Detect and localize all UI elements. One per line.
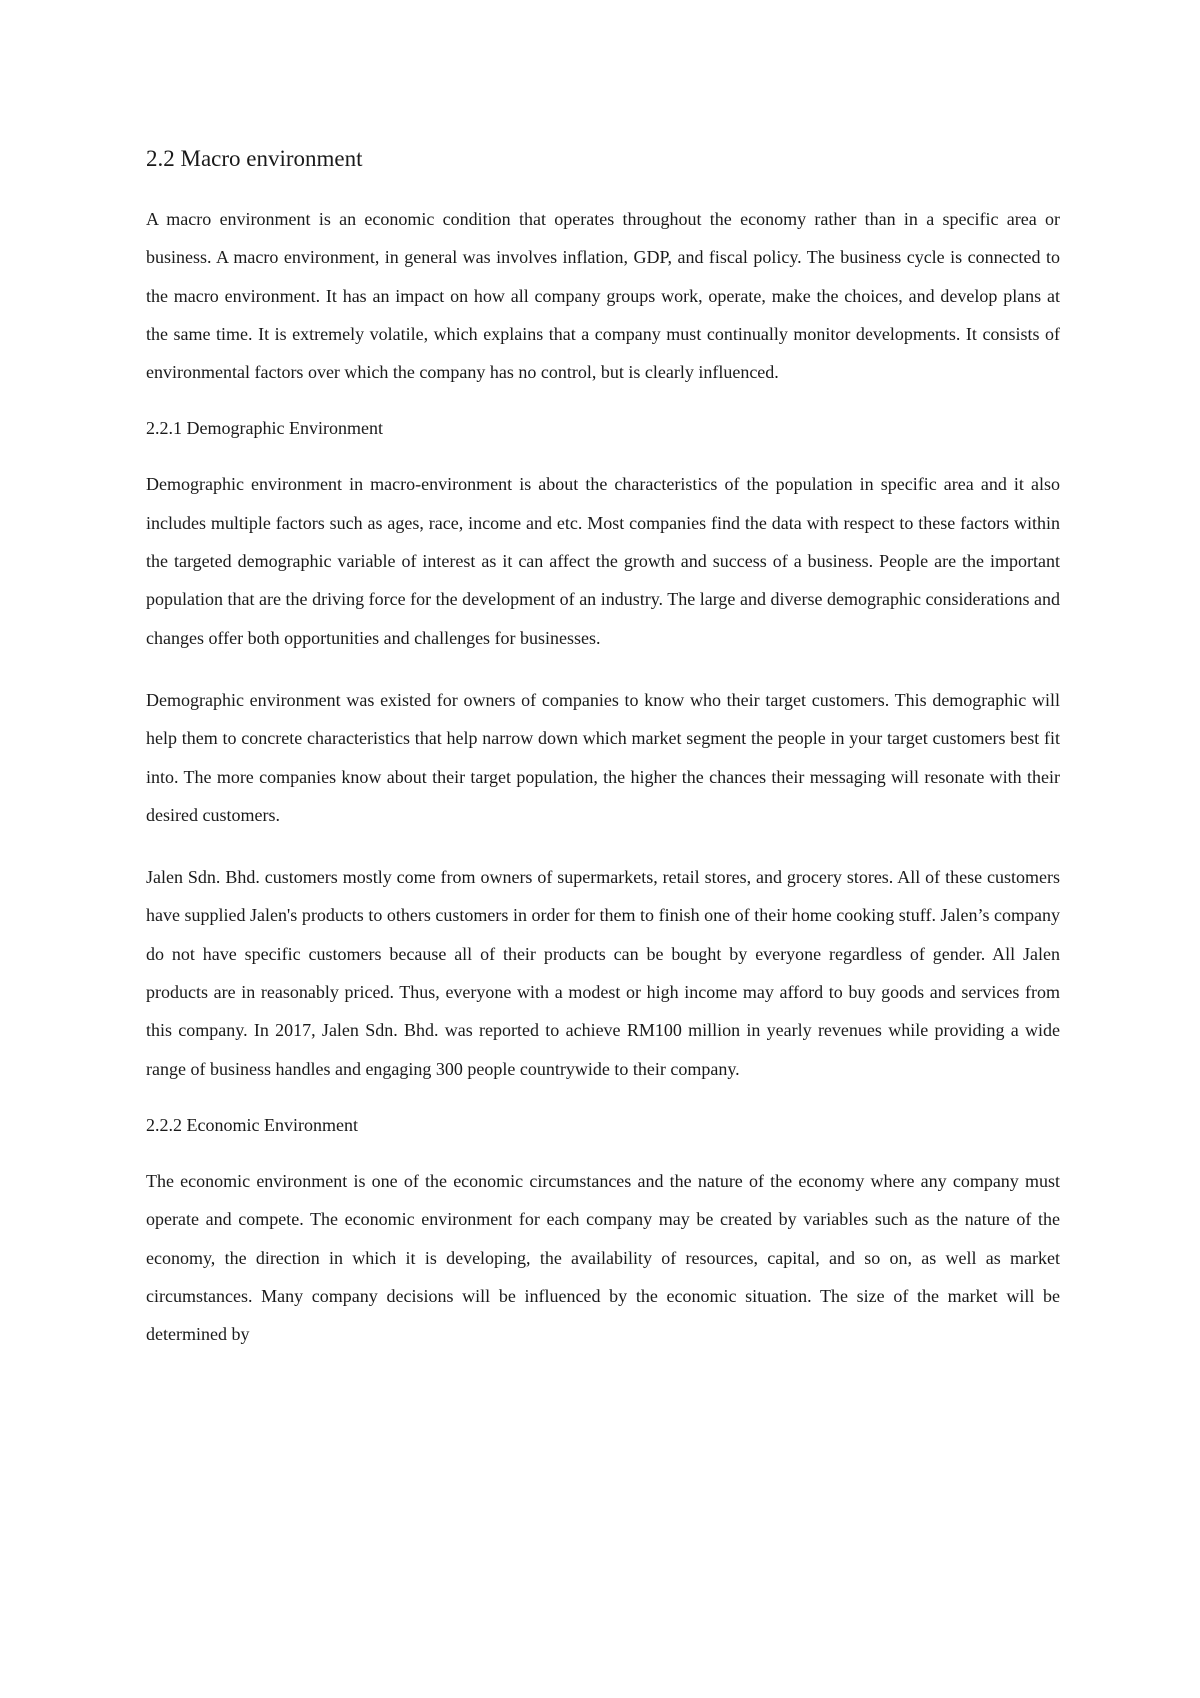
economic-heading: 2.2.2 Economic Environment	[146, 1114, 358, 1135]
demographic-paragraph-3: Jalen Sdn. Bhd. customers mostly come from owners of supermarkets, retail stores, and grocery stores. All of these customers have supplied Jalen's products to others customers in order for them to finish one of their home cooking stuff. Jalen’s company do not have specific customers because all of their products can be bought by everyone regardless of gender. All Jalen products are in reasonably priced. Thus, everyone with a modest or high income may afford to buy goods and services from this company. In 2017, Jalen Sdn. Bhd. was reported to achieve RM100 million in yearly revenues while providing a wide range of business handles and engaging 300 people countrywide to their company.	[146, 867, 1060, 1079]
demographic-paragraph-2: Demographic environment was existed for owners of companies to know who their target customers. This demographic will help them to concrete characteristics that help narrow down which market segment the people in your target customers best fit into. The more companies know about their target population, the higher the chances their messaging will resonate with their desired customers.	[146, 689, 1060, 825]
demographic-paragraph-1: Demographic environment in macro-environment is about the characteristics of the population in specific area and it also includes multiple factors such as ages, race, income and etc. Most companies find the data with respect to these factors within the targeted demographic variable of interest as it can affect the growth and success of a business. People are the important population that are the driving force for the development of an industry. The large and diverse demographic considerations and changes offer both opportunities and challenges for businesses.	[146, 474, 1060, 648]
section-title: 2.2 Macro environment	[146, 146, 363, 171]
economic-paragraph-1: The economic environment is one of the economic circumstances and the nature of the economy where any company must operate and compete. The economic environment for each company may be created by variables such as the nature of the economy, the direction in which it is developing, the availability of resources, capital, and so on, as well as market circumstances. Many company decisions will be influenced by the economic situation. The size of the market will be determined by	[146, 1170, 1060, 1345]
document-body	[146, 142, 1060, 1377]
demographic-heading: 2.2.1 Demographic Environment	[146, 418, 383, 439]
intro-paragraph: A macro environment is an economic condition that operates throughout the economy rather than in a specific area or business. A macro environment, in general was involves inflation, GDP, and fiscal policy. The business cycle is connected to the macro environment. It has an impact on how all company groups work, operate, make the choices, and develop plans at the same time. It is extremely volatile, which explains that a company must continually monitor developments. It consists of environmental factors over which the company has no control, but is clearly influenced.	[146, 209, 1060, 383]
